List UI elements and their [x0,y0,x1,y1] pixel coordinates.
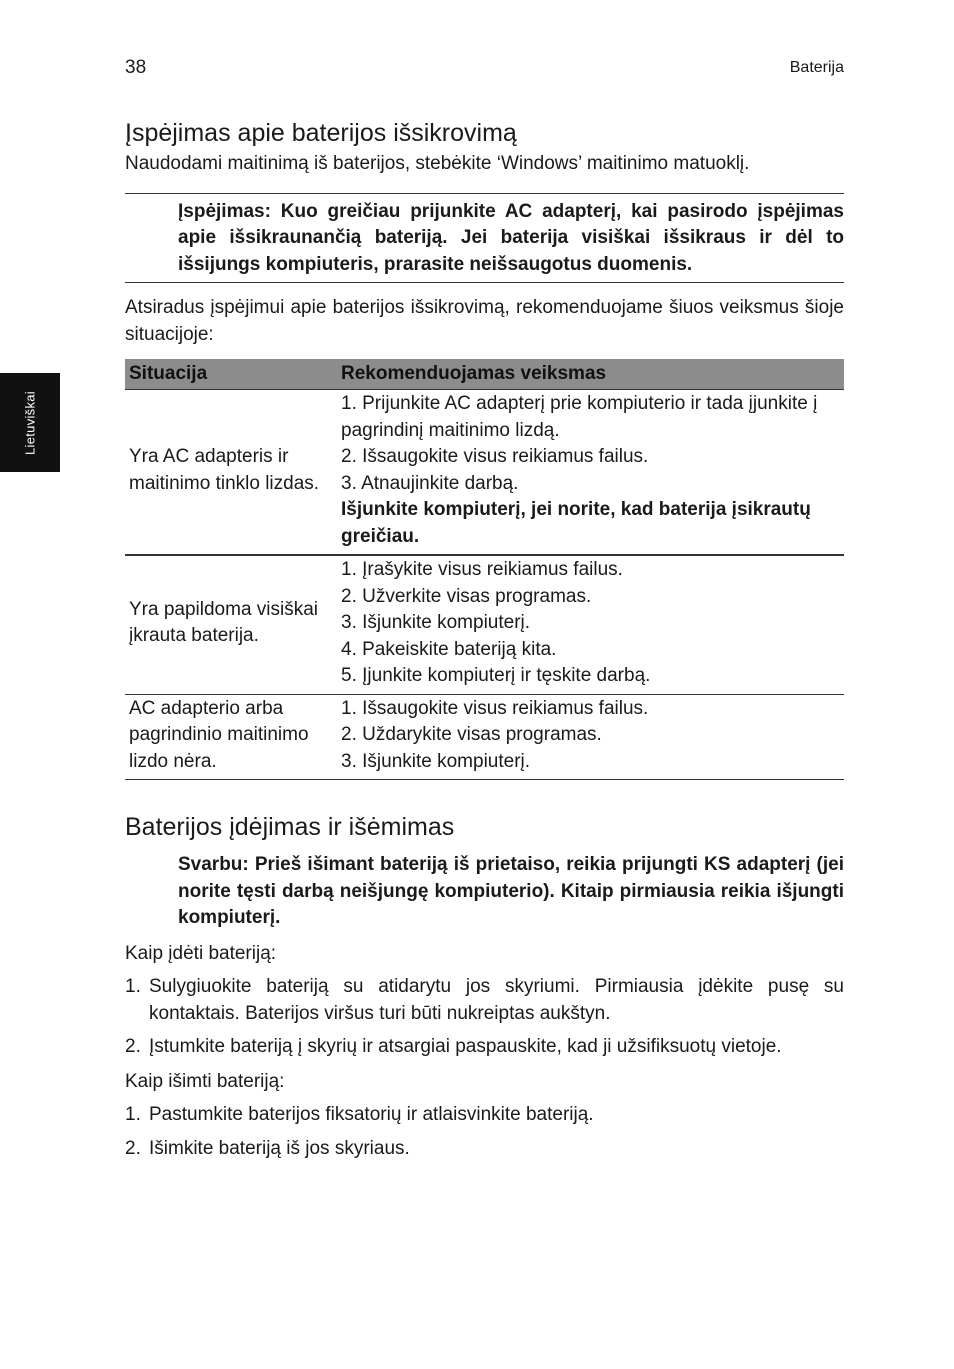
list-item [125,1034,844,1061]
table-cell-situation: Yra papildoma visiškai įkrauta baterija. [125,555,335,694]
action-item: 2. Uždarykite visas programas. [341,724,602,745]
important-note [125,852,844,932]
table-header-situation: Situacija [125,359,335,390]
insert-lead: Kaip įdėti bateriją: [125,942,277,964]
action-item: 1. Išsaugokite visus reikiamus failus. [341,697,649,719]
list-item [125,1136,844,1163]
list-item-text: Sulygiuokite bateriją su atidarytu jos skyriumi. Pirmiausia įdėkite pusę su kontaktais. Baterijos viršus turi būti nukreiptas aukštyn. [149,976,844,1024]
action-note: Išjunkite kompiuterį, jei norite, kad baterija įsikrautų greičiau. [341,499,811,547]
page-number: 38 [125,57,147,78]
section-title-battery-insert-remove: Baterijos įdėjimas ir išėmimas [125,813,455,841]
running-head: Baterija [789,59,844,76]
table-cell-actions [335,694,844,780]
action-item: 2. Išsaugokite visus reikiamus failus. [341,446,649,467]
table-cell-situation: AC adapterio arba pagrindinio maitinimo lizdo nėra. [125,694,335,780]
action-item: 1. Prijunkite AC adapterį prie kompiuterio ir tada įjunkite į pagrindinį maitinimo lizdą. [341,393,818,441]
remove-steps-list [125,1102,844,1162]
action-item: 2. Užverkite visas programas. [341,585,592,607]
action-item: 1. Įrašykite visus reikiamus failus. [341,559,623,580]
list-item-number: 2. [125,1036,141,1057]
recommendation-paragraph: Atsiradus įspėjimui apie baterijos išsikrovimą, rekomenduojame šiuos veiksmus šioje situacijoje: [125,297,844,345]
warning-text: Įspėjimas: Kuo greičiau prijunkite AC adapterį, kai pasirodo įspėjimas apie išsikraunančią bateriją. Jei baterija visiškai išsikraus ir dėl to išsijungs kompiuteris, prarasite neišsaugotus duomenis. [178,200,844,275]
recommendation-table [125,359,844,780]
table-row [125,694,844,780]
warning-box [125,193,844,284]
list-item [125,1102,844,1129]
table-header-row [125,359,844,390]
section-title-battery-warning: Įspėjimas apie baterijos išsikrovimą [125,119,517,147]
action-item: 3. Atnaujinkite darbą. [341,472,519,494]
list-item-text: Išimkite bateriją iš jos skyriaus. [149,1137,410,1159]
table-header-action: Rekomenduojamas veiksmas [335,359,844,390]
remove-lead: Kaip išimti bateriją: [125,1070,285,1092]
insert-steps-list [125,974,844,1061]
language-side-tab [0,373,60,472]
table-cell-actions [335,555,844,694]
action-item: 5. Įjunkite kompiuterį ir tęskite darbą. [341,665,651,686]
list-item-number: 1. [125,976,141,997]
language-side-tab-label: Lietuviškai [22,391,38,455]
table-cell-actions [335,390,844,556]
list-item-text: Pastumkite baterijos fiksatorių ir atlaisvinkite bateriją. [149,1104,594,1125]
action-item: 3. Išjunkite kompiuterį. [341,612,531,633]
table-row [125,390,844,556]
list-item-number: 1. [125,1104,141,1125]
intro-paragraph: Naudodami maitinimą iš baterijos, stebėkite ‘Windows’ maitinimo matuoklį. [125,153,750,174]
action-item: 4. Pakeiskite bateriją kita. [341,638,557,660]
list-item-number: 2. [125,1137,141,1159]
action-item: 3. Išjunkite kompiuterį. [341,750,531,772]
important-text: Svarbu: Prieš išimant bateriją iš prietaiso, reikia prijungti KS adapterį (jei norite tęsti darbą neišjungę kompiuterio). Kitaip pirmiausia reikia išjungti kompiuterį. [178,854,844,928]
table-cell-situation: Yra AC adapteris ir maitinimo tinklo lizdas. [125,390,335,556]
page-content [125,116,844,1162]
table-row [125,555,844,694]
list-item-text: Įstumkite bateriją į skyrių ir atsargiai paspauskite, kad ji užsifiksuotų vietoje. [149,1036,782,1057]
list-item [125,974,844,1027]
